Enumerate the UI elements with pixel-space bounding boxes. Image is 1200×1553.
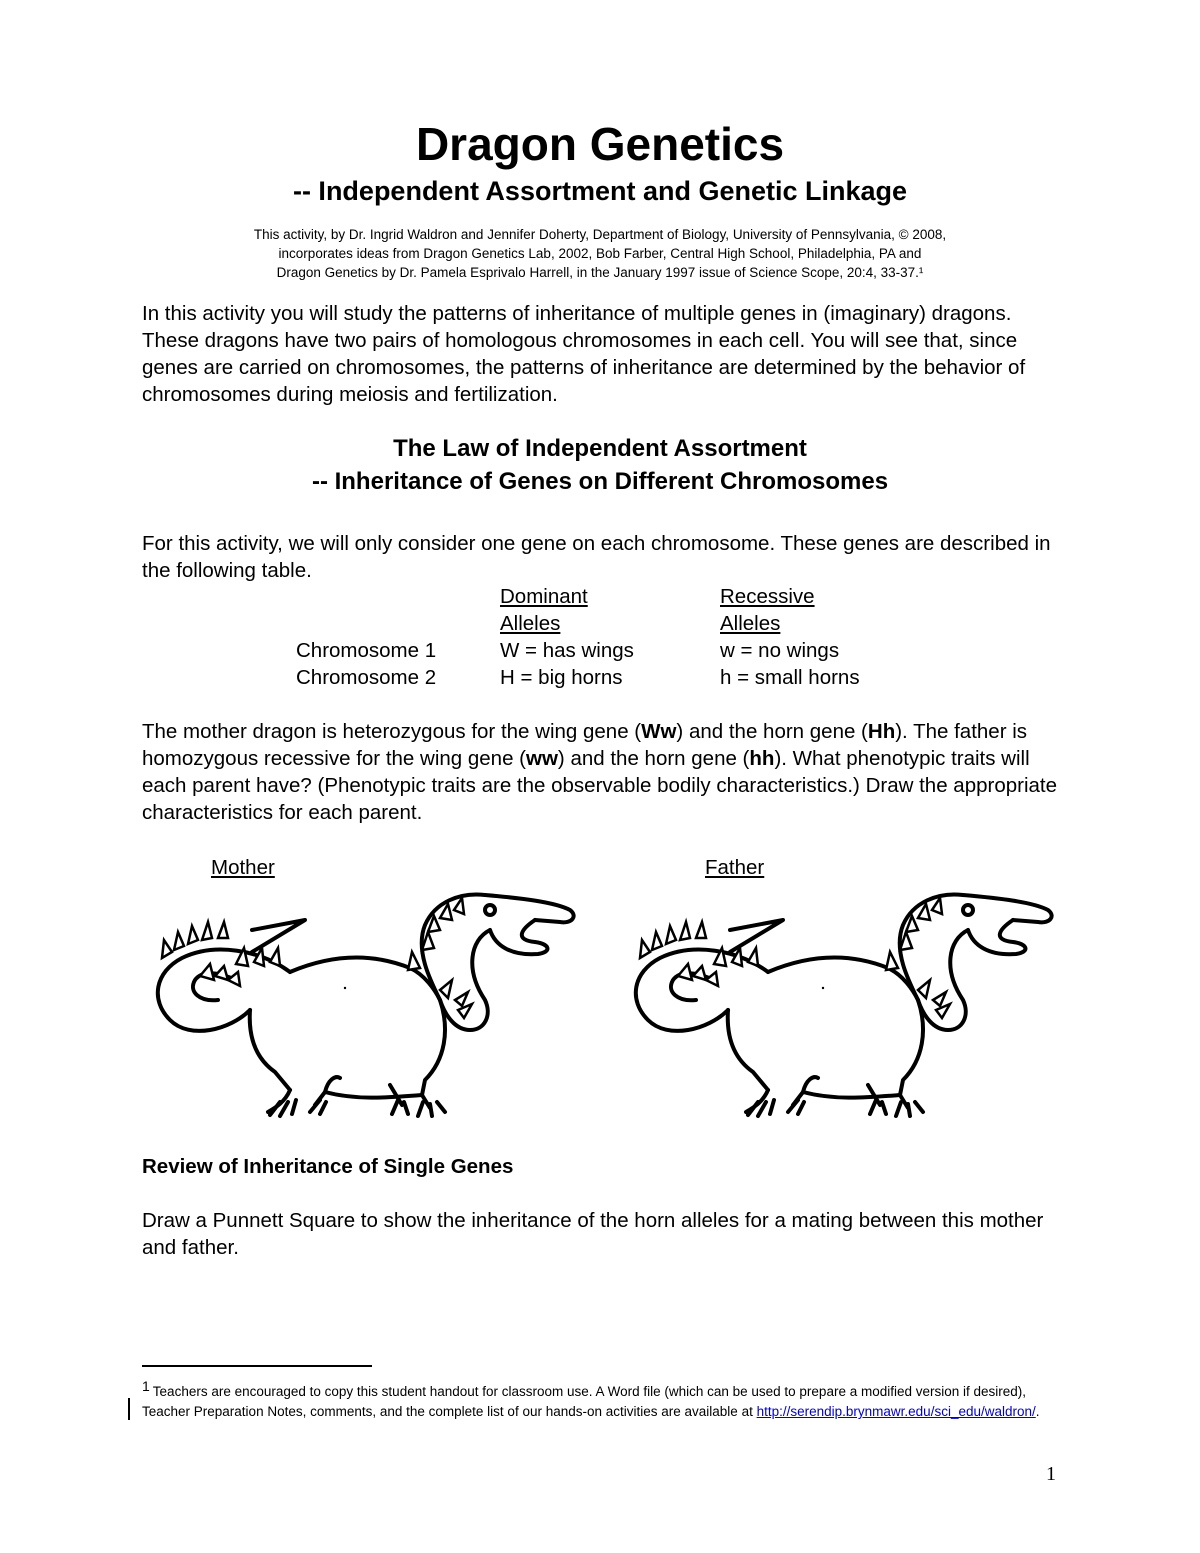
recessive-header: Alleles	[720, 612, 781, 635]
page-title: Dragon Genetics	[415, 118, 785, 170]
credits-line: This activity, by Dr. Ingrid Waldron and Jennifer Doherty, Department of Biology, University of Pennsylvania, © 2008,	[253, 227, 947, 242]
footnote-text: Teachers are encouraged to copy this student handout for classroom use. A Word file (which can be used to prepare a modified version if desired), Teacher Preparation Notes, comments, and the complete list of our hands-on activities are available at	[142, 1384, 1027, 1419]
review-heading: Review of Inheritance of Single Genes	[142, 1155, 514, 1178]
text-span: The father is homozygous recessive for the wing gene (	[142, 720, 1028, 770]
table-cell-dominant: H = big horns	[500, 666, 623, 689]
intro-paragraph: In this activity you will study the patterns of inheritance of multiple genes in (imaginary) dragons. These dragons have two pairs of homologous chromosomes in each cell. You will see that, since genes are carried on chromosomes, the patterns of inheritance are determined by the behavior of chromosomes during meiosis and fertilization.	[142, 302, 1026, 406]
genotype-bold: Hh	[867, 720, 896, 743]
change-bar	[128, 1398, 130, 1420]
mother-label: Mother	[211, 856, 275, 879]
text-span: The mother dragon is heterozygous for the wing gene (	[142, 720, 642, 743]
footnote	[142, 1376, 1072, 1422]
dragon-drawing-father	[618, 880, 1063, 1120]
credits-block	[0, 225, 1200, 282]
footnote-link[interactable]: http://serendip.brynmawr.edu/sci_edu/waldron/	[756, 1404, 1036, 1419]
table-cell-dominant: W = has wings	[500, 639, 634, 662]
genotype-bold: Ww	[641, 720, 677, 743]
credits-line: Dragon Genetics by Dr. Pamela Esprivalo Harrell, in the January 1997 issue of Science Scope, 20:4, 33-37.¹	[276, 265, 924, 280]
table-cell-recessive: h = small horns	[720, 666, 860, 689]
section-heading: The Law of Independent Assortment	[393, 435, 807, 462]
genotype-bold: hh	[749, 747, 775, 770]
section-subheading: -- Inheritance of Genes on Different Chromosomes	[311, 468, 889, 495]
dominant-header: Dominant	[500, 585, 588, 608]
genes-intro-paragraph: For this activity, we will only consider one gene on each chromosome. These genes are described in the following table.	[142, 532, 1051, 582]
text-span: What phenotypic traits will each parent have? (Phenotypic traits are the observable bodily characteristics.) Draw the appropriate characteristics for each parent.	[142, 747, 1058, 824]
page-subtitle: -- Independent Assortment and Genetic Linkage	[292, 176, 908, 206]
parents-paragraph	[142, 718, 1062, 826]
table-cell-recessive: w = no wings	[720, 639, 840, 662]
dragon-drawing-mother	[140, 880, 585, 1120]
genotype-bold: ww	[526, 747, 558, 770]
dominant-header: Alleles	[500, 612, 561, 635]
page-number: 1	[1046, 1463, 1056, 1485]
footnote-marker: 1	[142, 1378, 150, 1394]
father-label: Father	[705, 856, 765, 879]
table-cell-chromosome: Chromosome 2	[296, 666, 437, 689]
text-span: ).	[895, 720, 908, 743]
footnote-end: .	[1035, 1404, 1040, 1419]
text-span: ) and the horn gene (	[676, 720, 868, 743]
footnote-divider	[142, 1365, 372, 1367]
punnett-paragraph: Draw a Punnett Square to show the inheritance of the horn alleles for a mating between this mother and father.	[142, 1209, 1044, 1259]
text-span: ).	[774, 747, 787, 770]
gene-table	[0, 583, 1200, 693]
text-span: ) and the horn gene (	[557, 747, 750, 770]
table-cell-chromosome: Chromosome 1	[296, 639, 437, 662]
credits-line: incorporates ideas from Dragon Genetics Lab, 2002, Bob Farber, Central High School, Philadelphia, PA and	[278, 246, 922, 261]
recessive-header: Recessive	[720, 585, 815, 608]
